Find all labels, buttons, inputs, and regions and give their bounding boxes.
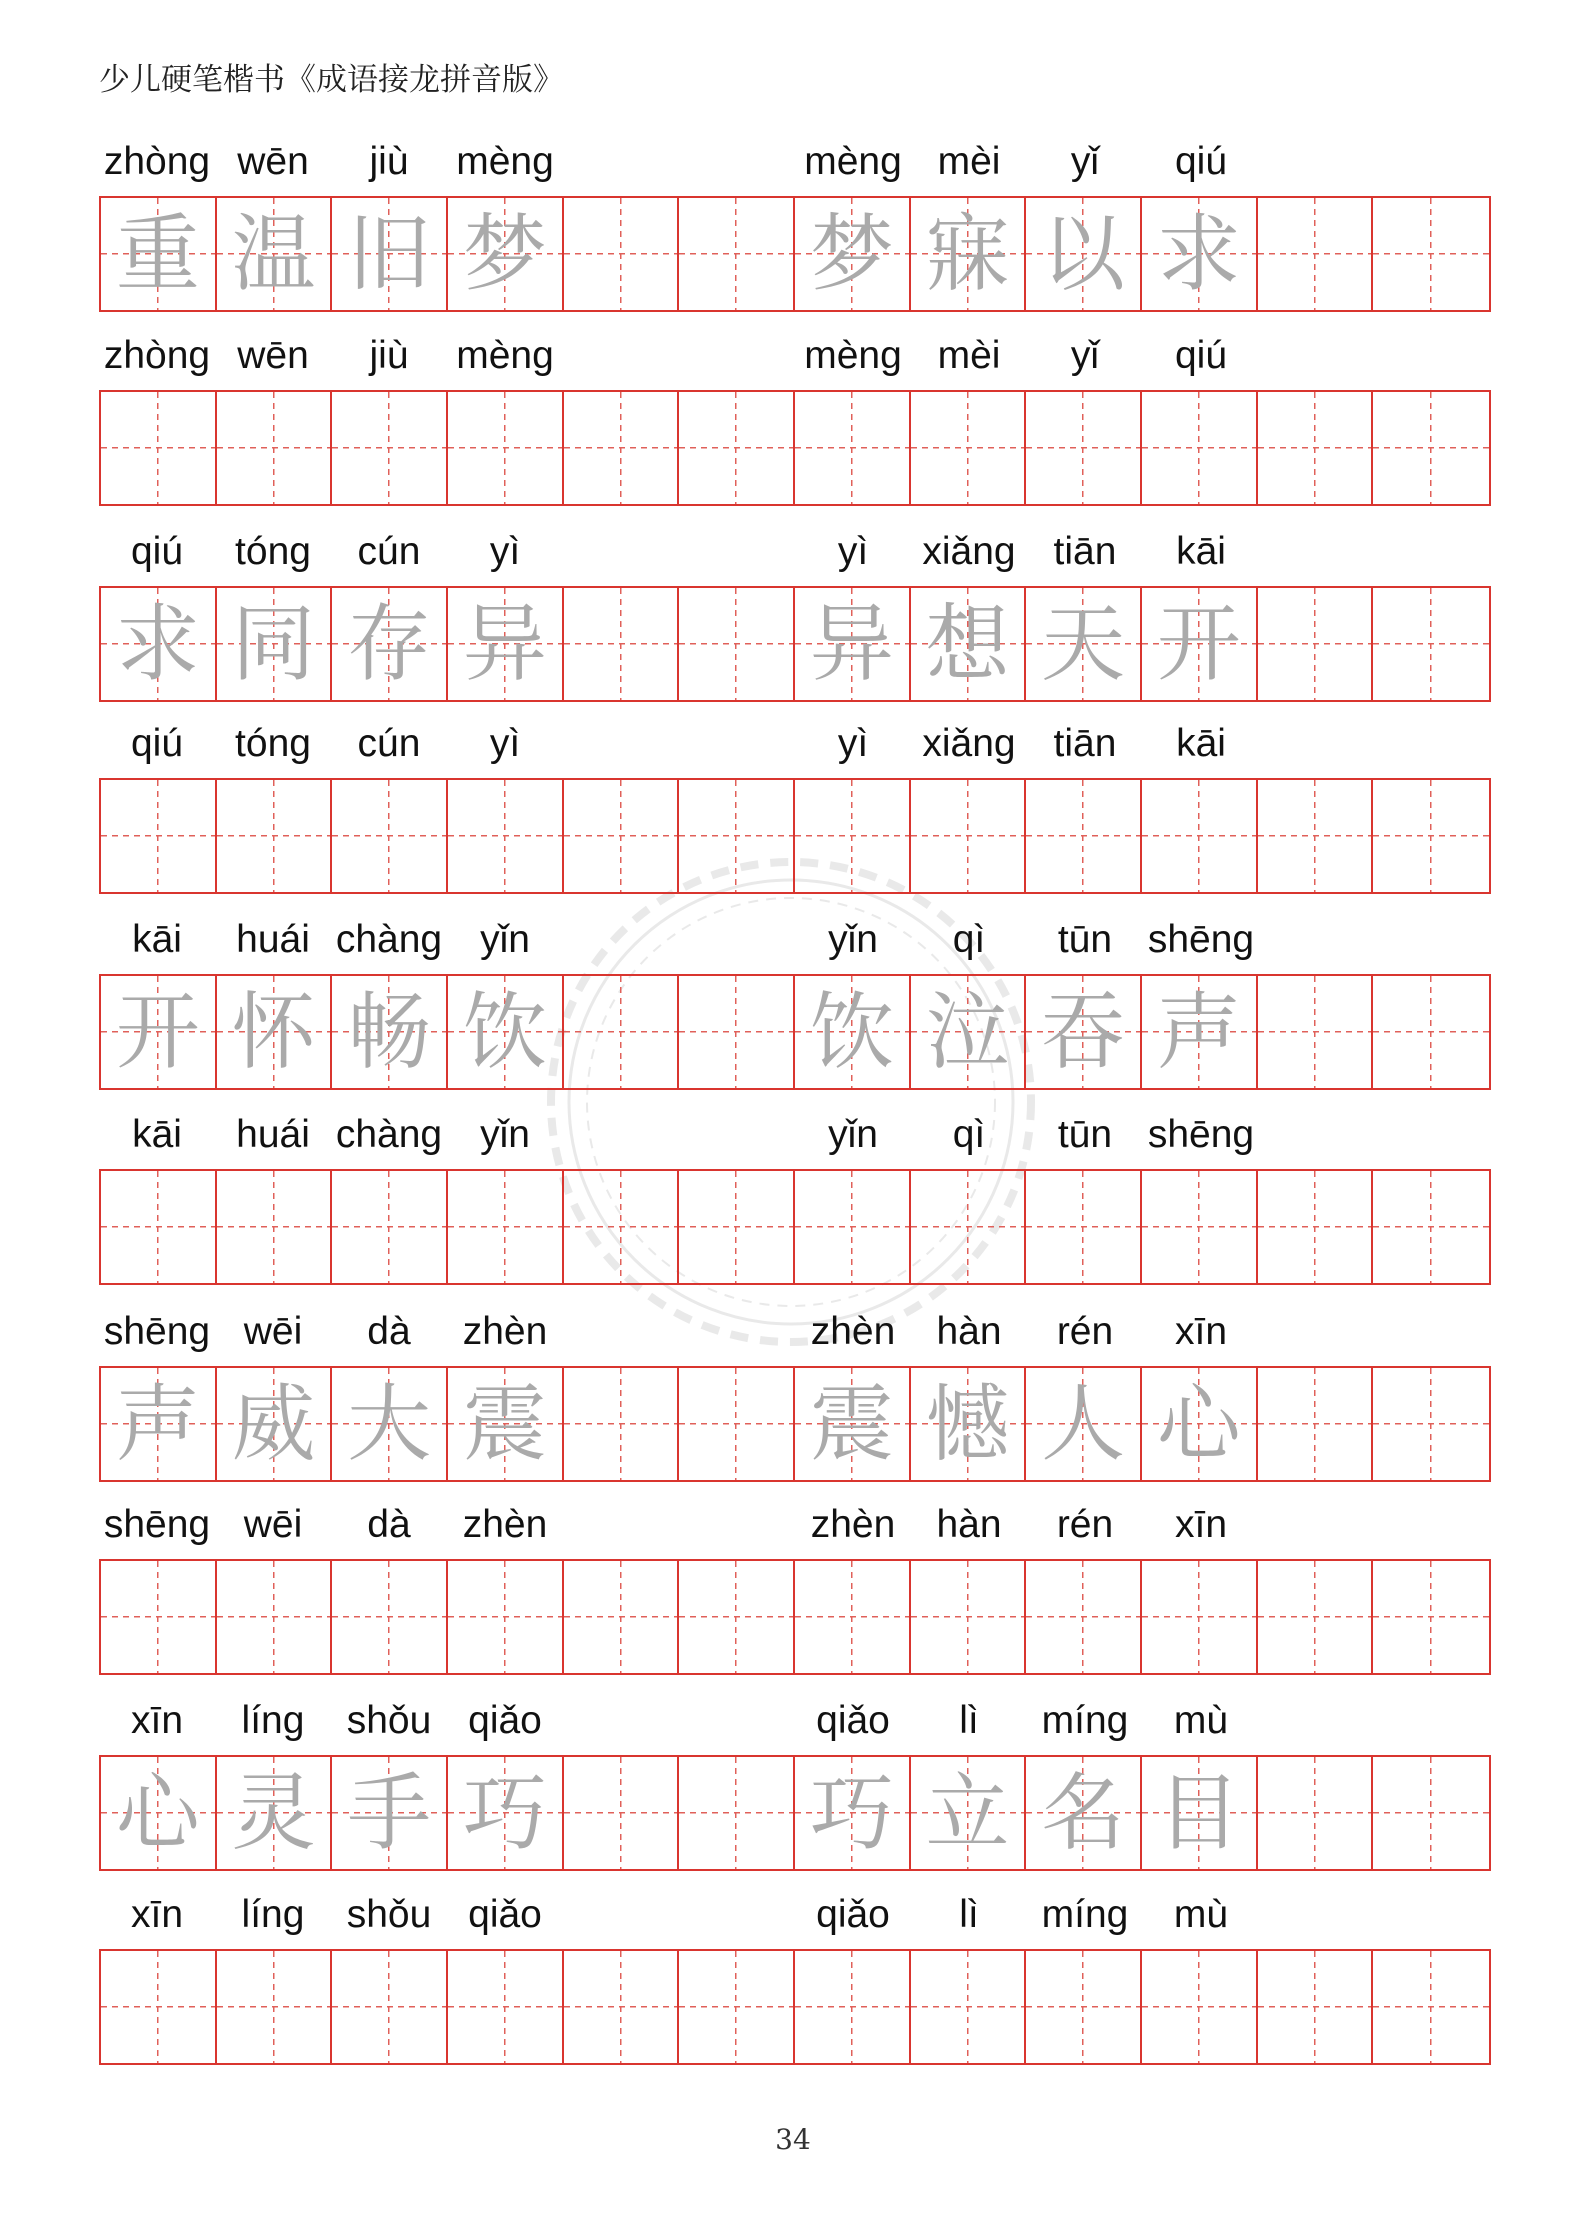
grid-cell [1142, 1171, 1258, 1283]
pinyin-syllable: yì [837, 722, 869, 765]
pinyin-syllable: huái [236, 918, 310, 961]
grid-cell [332, 1368, 448, 1480]
grid-cell [1258, 1757, 1374, 1869]
trace-grid-row [99, 1366, 1491, 1482]
grid-cell [1258, 392, 1374, 504]
grid-cell [911, 1171, 1027, 1283]
grid-cell [911, 976, 1027, 1088]
grid-cell [795, 1171, 911, 1283]
grid-cell [332, 780, 448, 892]
pinyin-syllable: líng [241, 1893, 305, 1936]
grid-cell [1373, 198, 1489, 310]
grid-cell [911, 1368, 1027, 1480]
grid-cell [1026, 1171, 1142, 1283]
trace-character: 憾 [925, 1375, 1010, 1473]
trace-character: 梦 [809, 205, 894, 303]
grid-cell [448, 780, 564, 892]
grid-cell [1026, 1561, 1142, 1673]
pinyin-syllable: yǐn [480, 918, 530, 961]
grid-cell [564, 198, 680, 310]
practice-grid-row [99, 390, 1491, 506]
trace-character: 饮 [462, 983, 547, 1081]
grid-cell [679, 1368, 795, 1480]
pinyin-syllable: zhòng [103, 140, 211, 183]
trace-character: 温 [231, 205, 316, 303]
grid-cell [679, 1757, 795, 1869]
pinyin-syllable: qiú [130, 722, 184, 765]
grid-cell [1026, 780, 1142, 892]
pinyin-syllable: shēng [1147, 1113, 1255, 1156]
grid-cell [911, 198, 1027, 310]
grid-cell [217, 780, 333, 892]
pinyin-line [99, 530, 1491, 574]
pinyin-line [99, 1699, 1491, 1743]
grid-cell [795, 1368, 911, 1480]
grid-cell [1373, 1561, 1489, 1673]
pinyin-syllable: mèng [804, 334, 902, 377]
trace-character: 心 [115, 1764, 200, 1862]
pinyin-syllable: tiān [1053, 722, 1117, 765]
grid-cell [448, 976, 564, 1088]
trace-character: 声 [1156, 983, 1241, 1081]
grid-cell [101, 588, 217, 700]
pinyin-syllable: tūn [1057, 1113, 1113, 1156]
trace-character: 天 [1041, 595, 1126, 693]
grid-cell [332, 392, 448, 504]
pinyin-syllable: yǐ [1070, 334, 1100, 377]
pinyin-syllable: dà [367, 1310, 411, 1353]
grid-cell [332, 1561, 448, 1673]
grid-cell [101, 1951, 217, 2063]
grid-cell [1142, 976, 1258, 1088]
grid-cell [564, 1951, 680, 2063]
grid-cell [217, 392, 333, 504]
grid-cell [217, 198, 333, 310]
trace-character: 名 [1041, 1764, 1126, 1862]
pinyin-syllable: mèng [456, 140, 554, 183]
pinyin-syllable: líng [241, 1699, 305, 1742]
pinyin-syllable: yì [489, 530, 521, 573]
pinyin-syllable: lì [959, 1893, 979, 1936]
grid-cell [795, 1561, 911, 1673]
pinyin-syllable: mèng [456, 334, 554, 377]
grid-cell [564, 1561, 680, 1673]
grid-cell [795, 1757, 911, 1869]
grid-cell [1258, 780, 1374, 892]
pinyin-syllable: xīn [1174, 1503, 1228, 1546]
grid-cell [911, 1561, 1027, 1673]
pinyin-syllable: qiǎo [816, 1893, 890, 1936]
pinyin-syllable: xīn [1174, 1310, 1228, 1353]
pinyin-syllable: mù [1173, 1699, 1229, 1742]
grid-cell [1258, 588, 1374, 700]
grid-cell [1373, 1951, 1489, 2063]
trace-character: 吞 [1041, 983, 1126, 1081]
grid-cell [1373, 976, 1489, 1088]
pinyin-syllable: wēn [237, 334, 309, 377]
grid-cell [101, 780, 217, 892]
grid-cell [1026, 198, 1142, 310]
pinyin-line [99, 1113, 1491, 1157]
pinyin-syllable: xīn [130, 1699, 184, 1742]
grid-cell [564, 976, 680, 1088]
pinyin-syllable: yǐn [828, 918, 878, 961]
trace-character: 梦 [462, 205, 547, 303]
trace-character: 怀 [231, 983, 316, 1081]
grid-cell [448, 1951, 564, 2063]
trace-character: 声 [115, 1375, 200, 1473]
grid-cell [101, 1757, 217, 1869]
grid-cell [911, 780, 1027, 892]
pinyin-syllable: xīn [130, 1893, 184, 1936]
pinyin-syllable: hàn [936, 1503, 1002, 1546]
pinyin-syllable: qiǎo [468, 1699, 542, 1742]
pinyin-syllable: cún [357, 722, 421, 765]
pinyin-line [99, 1503, 1491, 1547]
practice-grid-row [99, 1949, 1491, 2065]
pinyin-syllable: míng [1041, 1699, 1129, 1742]
trace-character: 震 [809, 1375, 894, 1473]
grid-cell [679, 1951, 795, 2063]
grid-cell [101, 1368, 217, 1480]
grid-cell [1373, 1368, 1489, 1480]
grid-cell [564, 392, 680, 504]
grid-cell [448, 392, 564, 504]
grid-cell [1258, 976, 1374, 1088]
pinyin-syllable: qì [952, 1113, 986, 1156]
grid-cell [101, 392, 217, 504]
trace-character: 泣 [925, 983, 1010, 1081]
pinyin-syllable: jiù [369, 140, 409, 183]
grid-cell [795, 780, 911, 892]
pinyin-syllable: kāi [132, 1113, 182, 1156]
pinyin-syllable: qiǎo [816, 1699, 890, 1742]
pinyin-syllable: shǒu [346, 1699, 432, 1742]
pinyin-syllable: shēng [103, 1310, 211, 1353]
trace-character: 目 [1156, 1764, 1241, 1862]
pinyin-syllable: qiǎo [468, 1893, 542, 1936]
grid-cell [1026, 588, 1142, 700]
trace-grid-row [99, 1755, 1491, 1871]
pinyin-syllable: qì [952, 918, 986, 961]
grid-cell [332, 198, 448, 310]
grid-cell [1373, 392, 1489, 504]
pinyin-syllable: xiǎng [922, 722, 1016, 765]
practice-grid-row [99, 1559, 1491, 1675]
grid-cell [101, 1171, 217, 1283]
grid-cell [1258, 1368, 1374, 1480]
grid-cell [679, 976, 795, 1088]
pinyin-syllable: qiú [1174, 334, 1228, 377]
pinyin-syllable: zhèn [462, 1503, 548, 1546]
trace-grid-row [99, 196, 1491, 312]
pinyin-line [99, 1893, 1491, 1937]
pinyin-syllable: zhèn [462, 1310, 548, 1353]
grid-cell [332, 1757, 448, 1869]
pinyin-syllable: wēi [243, 1310, 303, 1353]
pinyin-syllable: míng [1041, 1893, 1129, 1936]
grid-cell [217, 1368, 333, 1480]
trace-character: 威 [231, 1375, 316, 1473]
grid-cell [564, 1171, 680, 1283]
grid-cell [1142, 392, 1258, 504]
grid-cell [332, 1951, 448, 2063]
pinyin-syllable: kāi [1176, 530, 1226, 573]
grid-cell [448, 1757, 564, 1869]
grid-cell [679, 198, 795, 310]
trace-grid-row [99, 974, 1491, 1090]
pinyin-syllable: shēng [1147, 918, 1255, 961]
grid-cell [679, 780, 795, 892]
grid-cell [1258, 1561, 1374, 1673]
pinyin-syllable: qiú [130, 530, 184, 573]
grid-cell [1258, 1951, 1374, 2063]
pinyin-syllable: zhèn [810, 1503, 896, 1546]
grid-cell [332, 1171, 448, 1283]
grid-cell [1373, 780, 1489, 892]
grid-cell [101, 198, 217, 310]
trace-character: 存 [347, 595, 432, 693]
pinyin-syllable: zhòng [103, 334, 211, 377]
pinyin-syllable: rén [1056, 1310, 1114, 1353]
pinyin-syllable: mèi [937, 334, 1001, 377]
trace-character: 大 [347, 1375, 432, 1473]
pinyin-syllable: shēng [103, 1503, 211, 1546]
pinyin-syllable: lì [959, 1699, 979, 1742]
trace-character: 开 [115, 983, 200, 1081]
trace-character: 灵 [231, 1764, 316, 1862]
trace-grid-row [99, 586, 1491, 702]
grid-cell [1026, 1757, 1142, 1869]
grid-cell [795, 1951, 911, 2063]
pinyin-syllable: cún [357, 530, 421, 573]
trace-character: 巧 [462, 1764, 547, 1862]
trace-character: 寐 [925, 205, 1010, 303]
pinyin-syllable: jiù [369, 334, 409, 377]
grid-cell [1258, 198, 1374, 310]
grid-cell [564, 1368, 680, 1480]
grid-cell [911, 588, 1027, 700]
pinyin-syllable: mèi [937, 140, 1001, 183]
pinyin-syllable: yǐn [480, 1113, 530, 1156]
grid-cell [332, 588, 448, 700]
pinyin-syllable: chàng [335, 1113, 443, 1156]
grid-cell [448, 1171, 564, 1283]
trace-character: 同 [231, 595, 316, 693]
pinyin-syllable: yì [489, 722, 521, 765]
pinyin-syllable: wēi [243, 1503, 303, 1546]
grid-cell [217, 588, 333, 700]
grid-cell [101, 1561, 217, 1673]
pinyin-syllable: wēn [237, 140, 309, 183]
grid-cell [1026, 1951, 1142, 2063]
trace-character: 开 [1156, 595, 1241, 693]
grid-cell [795, 198, 911, 310]
pinyin-syllable: tiān [1053, 530, 1117, 573]
pinyin-syllable: huái [236, 1113, 310, 1156]
trace-character: 巧 [809, 1764, 894, 1862]
grid-cell [1373, 588, 1489, 700]
grid-cell [1142, 588, 1258, 700]
trace-character: 重 [115, 205, 200, 303]
grid-cell [679, 392, 795, 504]
grid-cell [448, 588, 564, 700]
grid-cell [1373, 1757, 1489, 1869]
trace-character: 心 [1156, 1375, 1241, 1473]
grid-cell [448, 1368, 564, 1480]
grid-cell [564, 588, 680, 700]
trace-character: 想 [925, 595, 1010, 693]
pinyin-syllable: mèng [804, 140, 902, 183]
grid-cell [1142, 1951, 1258, 2063]
pinyin-syllable: qiú [1174, 140, 1228, 183]
grid-cell [795, 976, 911, 1088]
pinyin-line [99, 722, 1491, 766]
grid-cell [564, 780, 680, 892]
grid-cell [217, 1171, 333, 1283]
trace-character: 震 [462, 1375, 547, 1473]
pinyin-syllable: yì [837, 530, 869, 573]
trace-character: 手 [347, 1764, 432, 1862]
pinyin-syllable: yǐn [828, 1113, 878, 1156]
grid-cell [448, 1561, 564, 1673]
pinyin-line [99, 918, 1491, 962]
grid-cell [448, 198, 564, 310]
pinyin-line [99, 140, 1491, 184]
pinyin-syllable: kāi [132, 918, 182, 961]
pinyin-syllable: zhèn [810, 1310, 896, 1353]
grid-cell [1373, 1171, 1489, 1283]
pinyin-syllable: tóng [235, 722, 311, 765]
grid-cell [1026, 392, 1142, 504]
grid-cell [1142, 1561, 1258, 1673]
practice-grid-row [99, 778, 1491, 894]
grid-cell [795, 588, 911, 700]
practice-grid-row [99, 1169, 1491, 1285]
page-number: 34 [775, 2123, 811, 2156]
pinyin-syllable: kāi [1176, 722, 1226, 765]
grid-cell [679, 588, 795, 700]
trace-character: 旧 [347, 205, 432, 303]
trace-character: 异 [462, 595, 547, 693]
grid-cell [679, 1171, 795, 1283]
grid-cell [101, 976, 217, 1088]
trace-character: 求 [115, 595, 200, 693]
grid-cell [1026, 976, 1142, 1088]
grid-cell [1142, 1757, 1258, 1869]
grid-cell [1258, 1171, 1374, 1283]
pinyin-line [99, 1310, 1491, 1354]
trace-character: 异 [809, 595, 894, 693]
pinyin-syllable: shǒu [346, 1893, 432, 1936]
pinyin-syllable: hàn [936, 1310, 1002, 1353]
grid-cell [911, 392, 1027, 504]
grid-cell [217, 1561, 333, 1673]
pinyin-syllable: xiǎng [922, 530, 1016, 573]
grid-cell [911, 1951, 1027, 2063]
trace-character: 以 [1041, 205, 1126, 303]
grid-cell [911, 1757, 1027, 1869]
trace-character: 人 [1041, 1375, 1126, 1473]
page-header-title: 少儿硬笔楷书《成语接龙拼音版》 [99, 62, 564, 98]
grid-cell [217, 1951, 333, 2063]
trace-character: 立 [925, 1764, 1010, 1862]
grid-cell [217, 1757, 333, 1869]
pinyin-syllable: tūn [1057, 918, 1113, 961]
grid-cell [795, 392, 911, 504]
trace-character: 畅 [347, 983, 432, 1081]
pinyin-syllable: dà [367, 1503, 411, 1546]
grid-cell [679, 1561, 795, 1673]
grid-cell [1142, 1368, 1258, 1480]
trace-character: 求 [1156, 205, 1241, 303]
grid-cell [1142, 198, 1258, 310]
trace-character: 饮 [809, 983, 894, 1081]
pinyin-syllable: rén [1056, 1503, 1114, 1546]
pinyin-line [99, 334, 1491, 378]
grid-cell [217, 976, 333, 1088]
pinyin-syllable: mù [1173, 1893, 1229, 1936]
grid-cell [1026, 1368, 1142, 1480]
pinyin-syllable: tóng [235, 530, 311, 573]
pinyin-syllable: chàng [335, 918, 443, 961]
pinyin-syllable: yǐ [1070, 140, 1100, 183]
grid-cell [1142, 780, 1258, 892]
grid-cell [564, 1757, 680, 1869]
grid-cell [332, 976, 448, 1088]
